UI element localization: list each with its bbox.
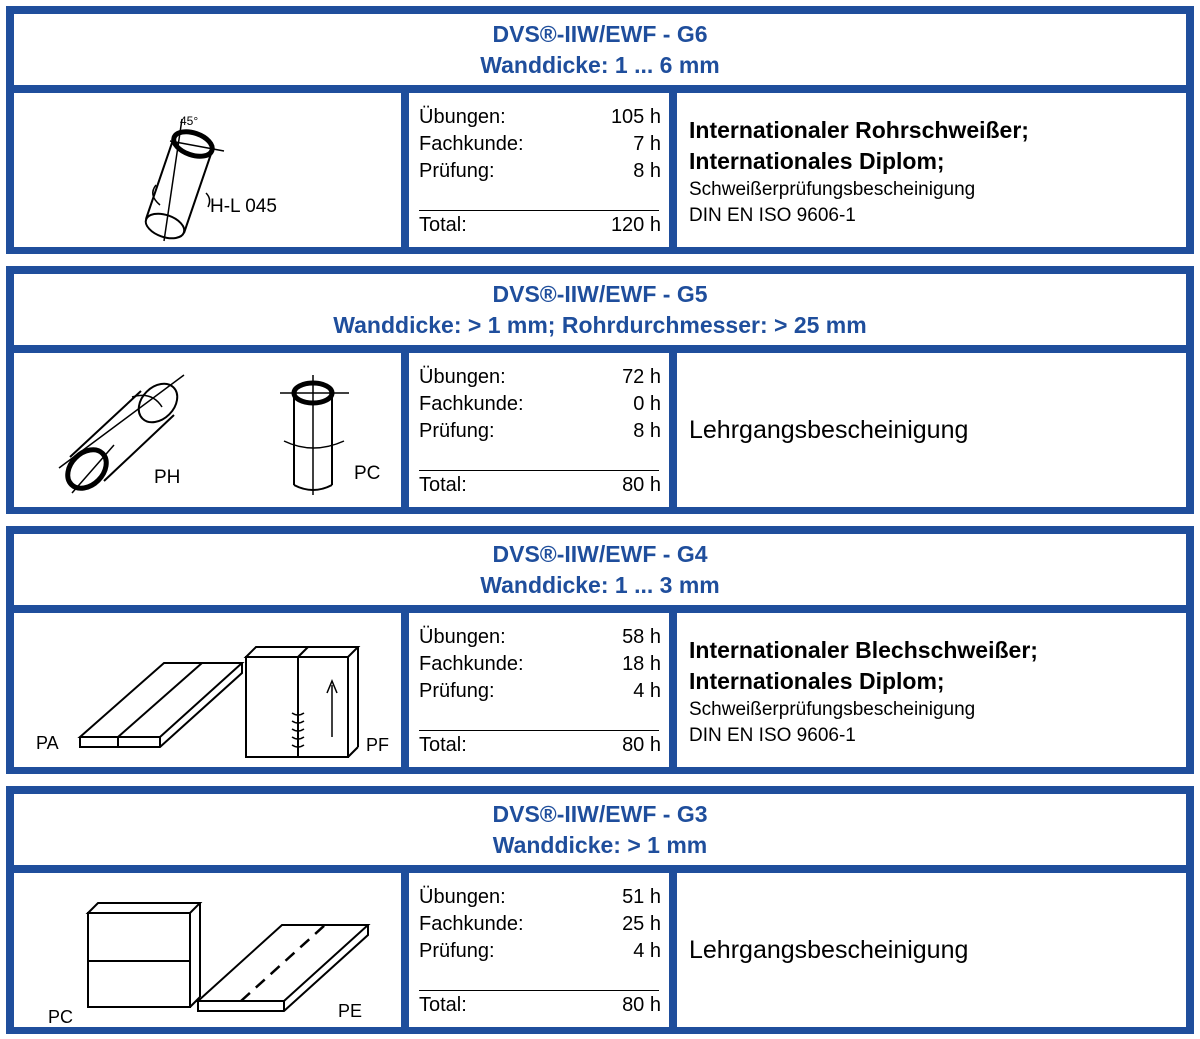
hours-row-fachkunde: Fachkunde: 7 h	[419, 133, 661, 155]
course-title: DVS®-IIW/EWF - G4	[492, 541, 708, 567]
hours-row-pruefung: Prüfung: 8 h	[419, 420, 661, 442]
cert-title: Internationaler Blechschweißer;	[689, 637, 1038, 663]
course-block-g6	[6, 6, 1194, 254]
figure-label-pf: PF	[366, 735, 390, 755]
total-divider	[419, 730, 659, 731]
certificate-panel	[677, 353, 1186, 507]
course-block-g3	[6, 786, 1194, 1034]
hours-panel	[409, 873, 669, 1027]
figure-label-hl045: H-L 045	[210, 196, 277, 217]
cert-standard: DIN EN ISO 9606-1	[689, 205, 856, 226]
hours-row-fachkunde: Fachkunde: 25 h	[419, 913, 661, 935]
hours-row-fachkunde: Fachkunde: 0 h	[419, 393, 661, 415]
course-header	[14, 14, 1186, 85]
course-subtitle: Wanddicke: 1 ... 3 mm	[480, 572, 720, 598]
course-subtitle: Wanddicke: > 1 mm; Rohrdurchmesser: > 25 mm	[333, 312, 867, 338]
hours-row-pruefung: Prüfung: 4 h	[419, 680, 661, 702]
cert-diploma: Internationales Diplom;	[689, 668, 945, 694]
plate-pa-pf-figure	[14, 613, 401, 767]
hours-row-uebungen: Übungen: 51 h	[419, 886, 661, 908]
total-divider	[419, 210, 659, 211]
cert-title: Lehrgangsbescheinigung	[689, 416, 969, 444]
hours-row-uebungen: Übungen: 105 h	[419, 106, 661, 128]
pipe-ph-pc-figure	[14, 353, 401, 507]
cert-type: Schweißerprüfungsbescheinigung	[689, 179, 976, 200]
pipe-hl045-figure	[14, 93, 401, 247]
hours-panel	[409, 613, 669, 767]
course-title: DVS®-IIW/EWF - G6	[492, 21, 708, 47]
cert-title: Lehrgangsbescheinigung	[689, 936, 969, 964]
total-divider	[419, 470, 659, 471]
course-header	[14, 534, 1186, 605]
figure-label-ph: PH	[154, 467, 181, 488]
hours-row-total: Total: 80 h	[419, 474, 661, 496]
cert-standard: DIN EN ISO 9606-1	[689, 725, 856, 746]
figure-label-pc: PC	[354, 463, 381, 484]
hours-row-total: Total: 80 h	[419, 734, 661, 756]
figure-label-45: 45°	[180, 114, 199, 128]
course-title: DVS®-IIW/EWF - G3	[492, 801, 708, 827]
total-divider	[419, 990, 659, 991]
figure-label-pa: PA	[36, 733, 59, 753]
hours-row-fachkunde: Fachkunde: 18 h	[419, 653, 661, 675]
hours-row-pruefung: Prüfung: 8 h	[419, 160, 661, 182]
position-figure	[14, 353, 401, 507]
course-subtitle: Wanddicke: 1 ... 6 mm	[480, 52, 720, 78]
figure-label-pe: PE	[338, 1001, 363, 1021]
hours-row-pruefung: Prüfung: 4 h	[419, 940, 661, 962]
certificate-panel	[677, 873, 1186, 1027]
course-header	[14, 794, 1186, 865]
cert-diploma: Internationales Diplom;	[689, 148, 945, 174]
figure-label-pc: PC	[48, 1007, 74, 1027]
course-block-g5	[6, 266, 1194, 514]
cert-type: Schweißerprüfungsbescheinigung	[689, 699, 976, 720]
hours-row-uebungen: Übungen: 58 h	[419, 626, 661, 648]
course-header	[14, 274, 1186, 345]
position-figure	[14, 613, 401, 767]
certificate-panel	[677, 93, 1186, 247]
hours-row-total: Total: 80 h	[419, 994, 661, 1016]
course-title: DVS®-IIW/EWF - G5	[492, 281, 708, 307]
course-block-g4	[6, 526, 1194, 774]
position-figure	[14, 873, 401, 1027]
cert-title: Internationaler Rohrschweißer;	[689, 117, 1029, 143]
hours-panel	[409, 353, 669, 507]
hours-row-total: Total: 120 h	[419, 214, 661, 236]
course-subtitle: Wanddicke: > 1 mm	[492, 832, 708, 858]
certificate-panel	[677, 613, 1186, 767]
hours-panel	[409, 93, 669, 247]
position-figure	[14, 93, 401, 247]
plate-pc-pe-figure	[14, 873, 401, 1027]
hours-row-uebungen: Übungen: 72 h	[419, 366, 661, 388]
